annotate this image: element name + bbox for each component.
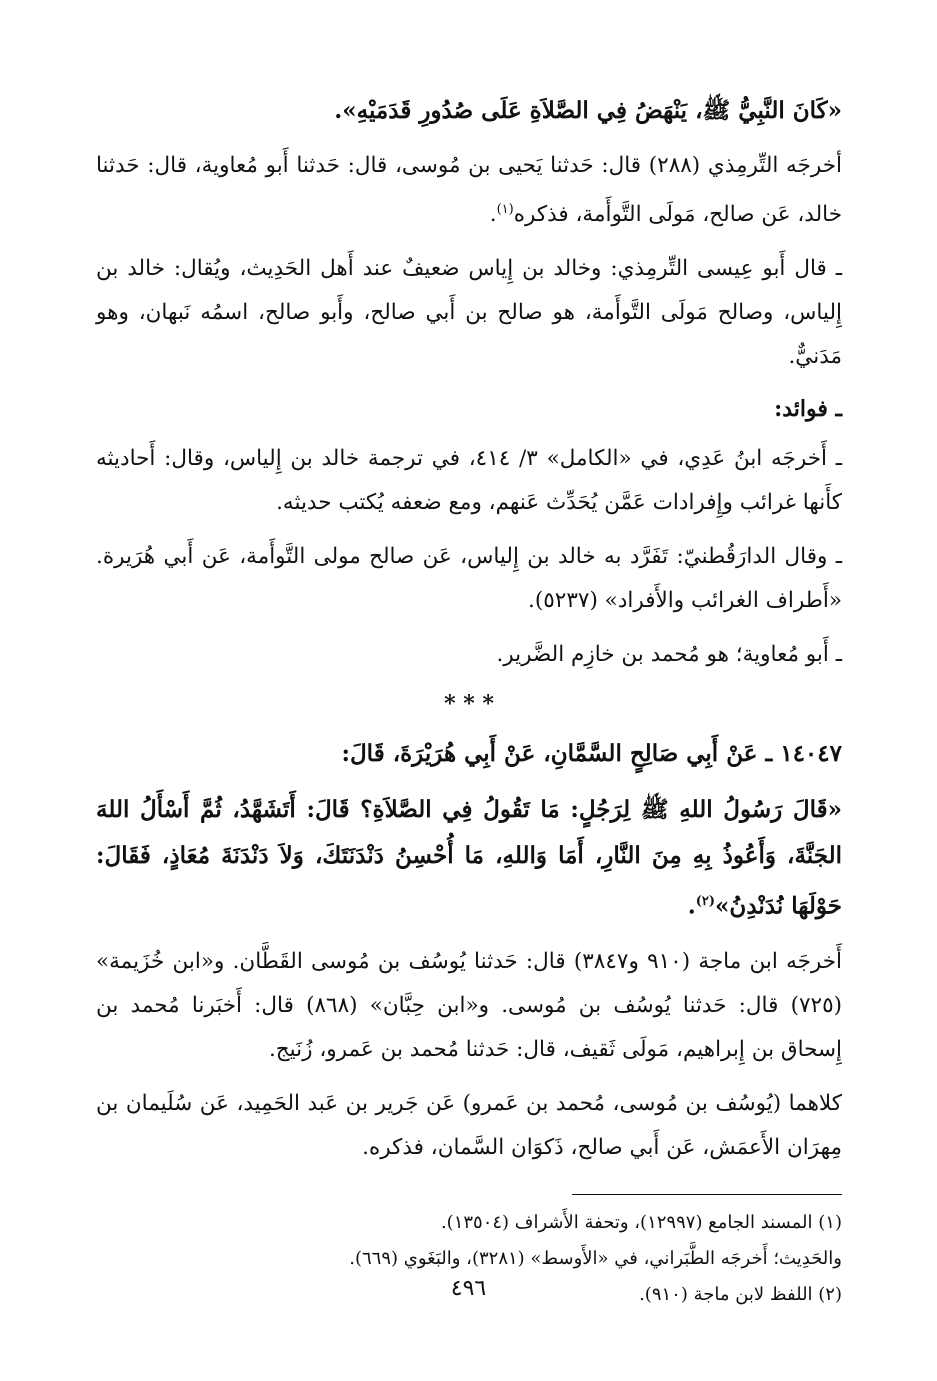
footnote-1-continued: والحَدِيث؛ أَخرجَه الطَّبَراني، في «الأَوسط» (٣٢٨١)، والبَغَوي (٦٦٩). xyxy=(349,1247,842,1269)
page-number: ٤٩٦ xyxy=(450,1276,487,1301)
page-body xyxy=(96,88,842,1315)
fawaid-daraqutni: ـ وقال الدارَقُطنيّ: تَفَرَّد به خالد بن إِلياس، عَن صالح مولى التَّوأَمة، عَن أَبي هُرَيرة. «أَطراف الغرائب والأَفراد» (٥٢٣٧). xyxy=(96,544,842,614)
hadith-matn-end: . xyxy=(687,892,696,920)
takhrij-tirmidhi-end: . xyxy=(489,202,497,228)
takhrij-tirmidhi xyxy=(96,144,842,237)
footnote-ref-1[interactable]: (١) xyxy=(496,202,514,217)
takhrij-common-chain: كلاهما (يُوسُف بن مُوسى، مُحمد بن عَمرو) عَن جَرير بن عَبد الحَمِيد، عَن سُلَيمان بن مِهرَان الأَعمَش، عَن أَبي صالح، ذَكوَان السَّمان، فذكره. xyxy=(96,1090,842,1160)
footnote-1: (١) المسند الجامع (١٢٩٩٧)، وتحفة الأَشراف (١٣٥٠٤). xyxy=(440,1211,842,1233)
footnote-divider xyxy=(572,1194,842,1195)
footnote-2: (٢) اللفظ لابن ماجة (٩١٠). xyxy=(639,1283,842,1305)
hadith-matn-text: «قَالَ رَسُولُ اللهِ ﷺ لِرَجُلٍ: مَا تَقُولُ فِي الصَّلاَةِ؟ قَالَ: أَتَشَهَّدُ، ثُمَّ أَسْأَلُ اللهَ الجَنَّةَ، وَأَعُوذُ بِهِ مِنَ النَّارِ، أَمَا وَاللهِ، مَا أُحْسِنُ دَنْدَنَتَكَ، وَلاَ دَنْدَنَةَ مُعَاذٍ، فَقَالَ: حَوْلَهَا نُدَنْدِنُ» xyxy=(96,796,842,920)
section-separator: * * * xyxy=(444,691,494,718)
hadith-number: ١٤٠٤٧ ـ xyxy=(765,740,842,768)
hadith-chain: عَنْ أَبِي صَالِحٍ السَّمَّانِ، عَنْ أَبِي هُرَيْرَةَ، قَالَ: xyxy=(341,740,758,768)
fawaid-abu-muawiya: ـ أَبو مُعاوية؛ هو مُحمد بن خازِم الضَّرير. xyxy=(496,642,842,668)
fawaid-heading: ـ فوائد: xyxy=(774,396,842,423)
takhrij-tirmidhi-text: أخرجَه التِّرمِذي (٢٨٨) قال: حَدثنا يَحيى بن مُوسى، قال: حَدثنا أَبو مُعاوية، قال: حَدثنا خالد، عَن صالح، مَولَى التَّوأَمة، فذكره xyxy=(96,153,842,228)
takhrij-ibn-majah: أَخرجَه ابن ماجة (٩١٠ و٣٨٤٧) قال: حَدثنا يُوسُف بن مُوسى القَطَّان. و«ابن خُزَيمة» (٧٢٥) قال: حَدثنا يُوسُف بن مُوسى. و«ابن حِبَّان» (٨٦٨) قال: أَخبَرنا مُحمد بن إِسحاق بن إِبراهيم، مَولَى ثَقيف، قال: حَدثنا مُحمد بن عَمرو، زُنَيج. xyxy=(96,948,843,1062)
footnote-ref-2[interactable]: (٢) xyxy=(695,894,716,910)
hadith-text-prophet-rising: «كَانَ النَّبِيُّ ﷺ، يَنْهَضُ فِي الصَّلاَةِ عَلَى صُدُورِ قَدَمَيْهِ». xyxy=(334,97,842,124)
hadith-header xyxy=(96,731,842,777)
hadith-matn xyxy=(96,787,842,930)
fawaid-ibn-adi: ـ أَخرجَه ابنُ عَدِي، في «الكامل» ٣/ ٤١٤، في ترجمة خالد بن إِلياس، وقال: أَحاديثه كأَنها غرائب وإِفرادات عَمَّن يُحَدِّث عَنهم، ومع ضعفه يُكتب حديثه. xyxy=(96,446,842,516)
tirmidhi-comment: ـ قال أَبو عِيسى التِّرمِذي: وخالد بن إِياس ضعيفٌ عند أَهل الحَدِيث، ويُقال: خالد بن إِلياس، وصالح مَولَى التَّوأَمة، هو صالح بن أَبي صالح، وأَبو صالح، اسمُه نَبهان، وهو مَدَنيٌّ. xyxy=(96,256,842,370)
